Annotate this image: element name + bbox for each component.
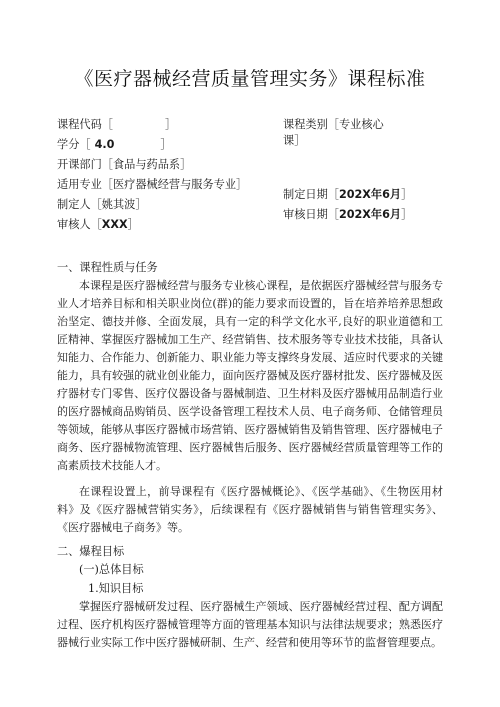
meta-review-date — [283, 206, 412, 224]
section-2-heading: 二、爆程目标 — [57, 545, 125, 558]
section-1-paragraph-1: 本课程是医疗器械经营与服务专业核心课程，是依据医疗器械经营与服务专业人才培养目标和相关职业岗位(群)的能力要求而设置的，旨在培养培养思想政治坚定、德技并修、全面发展，具有一定的科学文化水平,良好的职业道德和工匠精神、掌握医疗器械加工生产、经营销售、技术服务等专业技术技能，具备认知能力、合作能力、创新能力、职业能力等支撑终身发展、适应时代要求的关键能力，具有较强的就业创业能力，面向医疗器械及医疗器材批发、医疗器械及医疗器材专门零售、医疗仪器设备与器械制造、卫生材料及医疗器械用品制造行业的医疗器械商品购销员、医学设备管理工程技术人员、电子商务师、仓储管理员等领域，能够从事医疗器械市场营销、医疗器械销售及销售管理、医疗器械电子商务、医疗器械物流管理、医疗器械售后服务、医疗器械经营质量管理等工作的高素质技术技能人才。 — [57, 279, 443, 472]
meta-made-date-label: 制定日期［ — [283, 188, 339, 201]
meta-major — [57, 176, 247, 194]
meta-made-date-value: 202X年6月 — [338, 188, 402, 201]
meta-department-label: 开课部门［食品与药品系］ — [57, 158, 192, 171]
meta-reviewer — [57, 216, 139, 234]
meta-made-date-close: ］ — [401, 188, 413, 201]
section-2-subheading: (一)总体目标 — [79, 563, 144, 576]
meta-category-line2: 课］ — [283, 134, 306, 147]
meta-review-date-label: 审核日期［ — [283, 208, 339, 221]
meta-reviewer-label: 审核人［ — [57, 218, 102, 231]
meta-course-code — [57, 116, 176, 134]
meta-credit-label: 学分［ — [57, 138, 91, 151]
meta-major-label: 适用专业［医疗器械经营与服务专业］ — [57, 178, 248, 191]
meta-category-line1: 课程类别［专业核心 — [283, 118, 384, 131]
meta-credit-close: ］ — [160, 138, 172, 151]
meta-credit — [57, 136, 172, 154]
meta-credit-value: 4.0 — [94, 138, 115, 151]
meta-course-code-label: 课程代码［ — [57, 118, 113, 131]
meta-made-date — [283, 186, 412, 204]
document-title: 《医疗器械经营质量管理实务》课程标准 — [74, 68, 426, 90]
meta-course-code-close: ］ — [164, 118, 177, 131]
meta-review-date-value: 202X年6月 — [338, 208, 402, 221]
meta-review-date-close: ］ — [401, 208, 413, 221]
section-2-item-knowledge: 1.知识目标 — [88, 582, 144, 595]
meta-reviewer-value: XXX — [101, 218, 128, 231]
meta-author — [57, 196, 147, 214]
meta-department — [57, 156, 191, 174]
section-1-heading: 一、课程性质与任务 — [57, 261, 158, 274]
section-1-paragraph-2: 在课程设置上，前导课程有《医疗器械概论》、《医学基础》、《生物医用材料》及《医疗器械营销实务》，后续课程有《医疗器械销售与销售管理实务》、《医疗器械电子商务》等。 — [57, 485, 443, 534]
meta-reviewer-close: ］ — [127, 218, 139, 231]
section-2-paragraph-1: 掌握医疗器械研发过程、医疗器械生产领域、医疗器械经营过程、配方调配过程、医疗机构医疗器械管理等方面的管理基本知识与法律法规要求；熟悉医疗器械行业实际工作中医疗器械研制、生产、经营和使用等环节的监督管理要点。 — [57, 600, 443, 649]
meta-author-label: 制定人［姚其波］ — [57, 198, 147, 211]
